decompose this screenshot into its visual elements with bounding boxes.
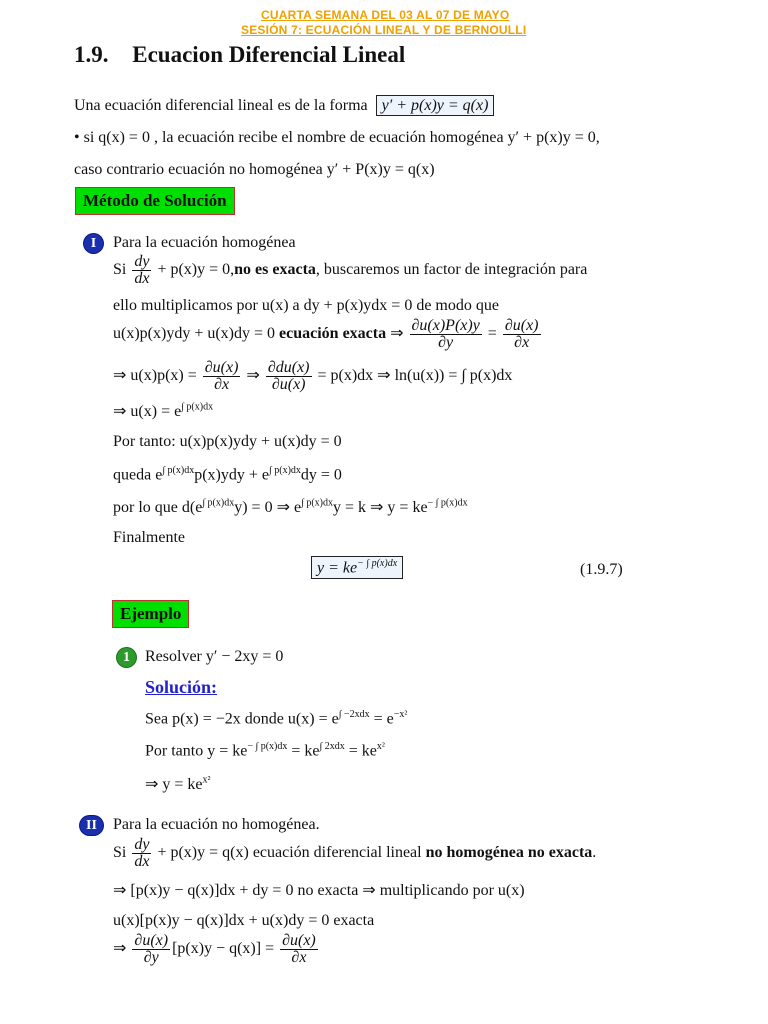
- solucion-heading: Solución:: [145, 677, 218, 697]
- example-1-badge: 1: [117, 648, 136, 667]
- case-2-line-3: u(x)[p(x)y − q(x)]dx + u(x)dy = 0 exacta: [113, 912, 375, 929]
- section-number: 1.9.: [74, 42, 109, 67]
- final-eq: y = ke: [317, 559, 358, 577]
- ex-l3-exp: x²: [202, 774, 211, 786]
- intro-text: Una ecuación diferencial lineal es de la forma: [74, 97, 368, 114]
- line4-c: = p(x)dx ⇒ ln(u(x)) = ∫ p(x)dx: [317, 367, 513, 385]
- line5-a: ⇒ u(x) = e: [113, 403, 182, 420]
- ex-l2-c: = ke: [348, 742, 377, 760]
- line7-exp-2: ∫ p(x)dx: [269, 465, 301, 476]
- case-1-line-8: [113, 497, 468, 517]
- ex-l2-exp-1: − ∫ p(x)dx: [247, 741, 288, 752]
- ejemplo-label: Ejemplo: [112, 600, 189, 628]
- partial-fraction-3: $\frac{\partial u(x)}{\partial x}$: [204, 359, 239, 393]
- line7-exp-1: ∫ p(x)dx: [162, 465, 195, 476]
- final-solution-box: [311, 556, 403, 579]
- line8-exp-1: ∫ p(x)dx: [202, 497, 235, 509]
- line8-exp-3: − ∫ p(x)dx: [427, 497, 468, 509]
- case-2-line-4: [113, 933, 320, 966]
- case-2-badge: II: [80, 816, 103, 835]
- si-text: Si: [113, 261, 127, 279]
- intro-line-1: [74, 97, 494, 115]
- ecuacion-exacta-bold: ecuación exacta: [279, 325, 387, 343]
- case-1-badge: I: [84, 234, 103, 253]
- equals: =: [487, 325, 497, 343]
- line7-a: queda e: [113, 466, 163, 484]
- example-1-line-3: [145, 774, 211, 794]
- case-1-title: Para la ecuación homogénea: [113, 234, 296, 251]
- dy-dx-fraction: $\frac{dy}{dx}$: [134, 253, 150, 287]
- intro-line-3: caso contrario ecuación no homogénea y′ + P(x)y = q(x): [74, 161, 435, 178]
- partial-fraction-5: $\frac{\partial u(x)}{\partial y}$: [134, 932, 169, 966]
- line8-b: y) = 0 ⇒ e: [234, 499, 302, 516]
- linear-form-box: y′ + p(x)y = q(x): [376, 95, 495, 116]
- line8-a: por lo que d(e: [113, 499, 203, 516]
- case-1-line-7: [113, 465, 342, 484]
- case-1-line-5: [113, 401, 213, 421]
- c2-l4-a: ⇒: [113, 940, 127, 958]
- equation-number: (1.9.7): [580, 561, 623, 578]
- line8-c: y = k ⇒ y = ke: [332, 499, 428, 516]
- final-exponent: − ∫ p(x)dx: [357, 558, 398, 569]
- case-1-line-4: [113, 360, 512, 393]
- case-2-line-si: [113, 837, 596, 870]
- example-1-problem: Resolver y′ − 2xy = 0: [145, 648, 284, 665]
- dy-dx-fraction-2: $\frac{dy}{dx}$: [134, 836, 150, 870]
- line5-exponent: ∫ p(x)dx: [181, 401, 214, 413]
- finalmente: Finalmente: [113, 529, 185, 546]
- partial-fraction-2: $\frac{\partial u(x)}{\partial x}$: [504, 317, 539, 351]
- case-1-line-si: [113, 254, 587, 287]
- case-1-line-3: [113, 318, 543, 351]
- si-rest: + p(x)y = 0,: [157, 261, 235, 279]
- section-title: [74, 42, 405, 68]
- ex-l1-exp-2: −x²: [393, 709, 408, 720]
- intro-bullet: • si q(x) = 0 , la ecuación recibe el nombre de ecuación homogénea y′ + p(x)y = 0,: [74, 129, 600, 146]
- si2-rest: + p(x)y = q(x) ecuación diferencial lineal: [157, 844, 422, 862]
- si-tail: , buscaremos un factor de integración para: [315, 261, 588, 279]
- ex-l2-a: Por tanto y = ke: [145, 742, 248, 760]
- no-exacta-bold: no es exacta: [234, 261, 316, 279]
- implies: ⇒: [390, 325, 404, 343]
- line8-exp-2: ∫ p(x)dx: [301, 497, 333, 509]
- example-1-line-1: [145, 709, 407, 728]
- example-1-line-2: [145, 741, 385, 760]
- header-session: SESIÓN 7: ECUACIÓN LINEAL Y DE BERNOULLI: [241, 23, 527, 37]
- period: .: [592, 844, 597, 862]
- case-1-line-6: Por tanto: u(x)p(x)ydy + u(x)dy = 0: [113, 433, 342, 450]
- ex-l1-a: Sea p(x) = −2x donde u(x) = e: [145, 710, 339, 728]
- c2-l4-b: [p(x)y − q(x)] =: [172, 940, 275, 958]
- partial-fraction-4: $\frac{\partial du(x)}{\partial u(x)}$: [267, 359, 310, 393]
- partial-fraction-1: $\frac{\partial u(x)P(x)y}{\partial y}$: [411, 317, 480, 351]
- ex-l1-exp-1: ∫ −2xdx: [338, 709, 370, 720]
- ex-l2-b: = ke: [291, 742, 320, 760]
- ex-l1-b: = e: [373, 710, 394, 728]
- header-week: CUARTA SEMANA DEL 03 AL 07 DE MAYO: [261, 8, 510, 22]
- line7-b: p(x)ydy + e: [194, 466, 269, 484]
- no-homogenea-bold: no homogénea no exacta: [425, 844, 593, 862]
- case-2-title: Para la ecuación no homogénea.: [113, 816, 320, 833]
- ex-l2-exp-3: x²: [376, 741, 385, 752]
- case-2-line-2: ⇒ [p(x)y − q(x)]dx + dy = 0 no exacta ⇒ multiplicando por u(x): [113, 882, 525, 899]
- ex-l2-exp-2: ∫ 2xdx: [319, 741, 345, 752]
- line7-c: dy = 0: [300, 466, 342, 484]
- line4-a: ⇒ u(x)p(x) =: [113, 367, 197, 385]
- case-1-line-2: ello multiplicamos por u(x) a dy + p(x)ydx = 0 de modo que: [113, 297, 499, 314]
- partial-fraction-6: $\frac{\partial u(x)}{\partial x}$: [282, 932, 316, 966]
- metodo-label: Método de Solución: [75, 187, 235, 215]
- exact-eq: u(x)p(x)ydy + u(x)dy = 0: [113, 325, 276, 343]
- ex-l3-a: ⇒ y = ke: [145, 776, 203, 793]
- si2-text: Si: [113, 844, 127, 862]
- line4-b: ⇒: [246, 367, 260, 385]
- section-title-text: Ecuacion Diferencial Lineal: [132, 42, 406, 67]
